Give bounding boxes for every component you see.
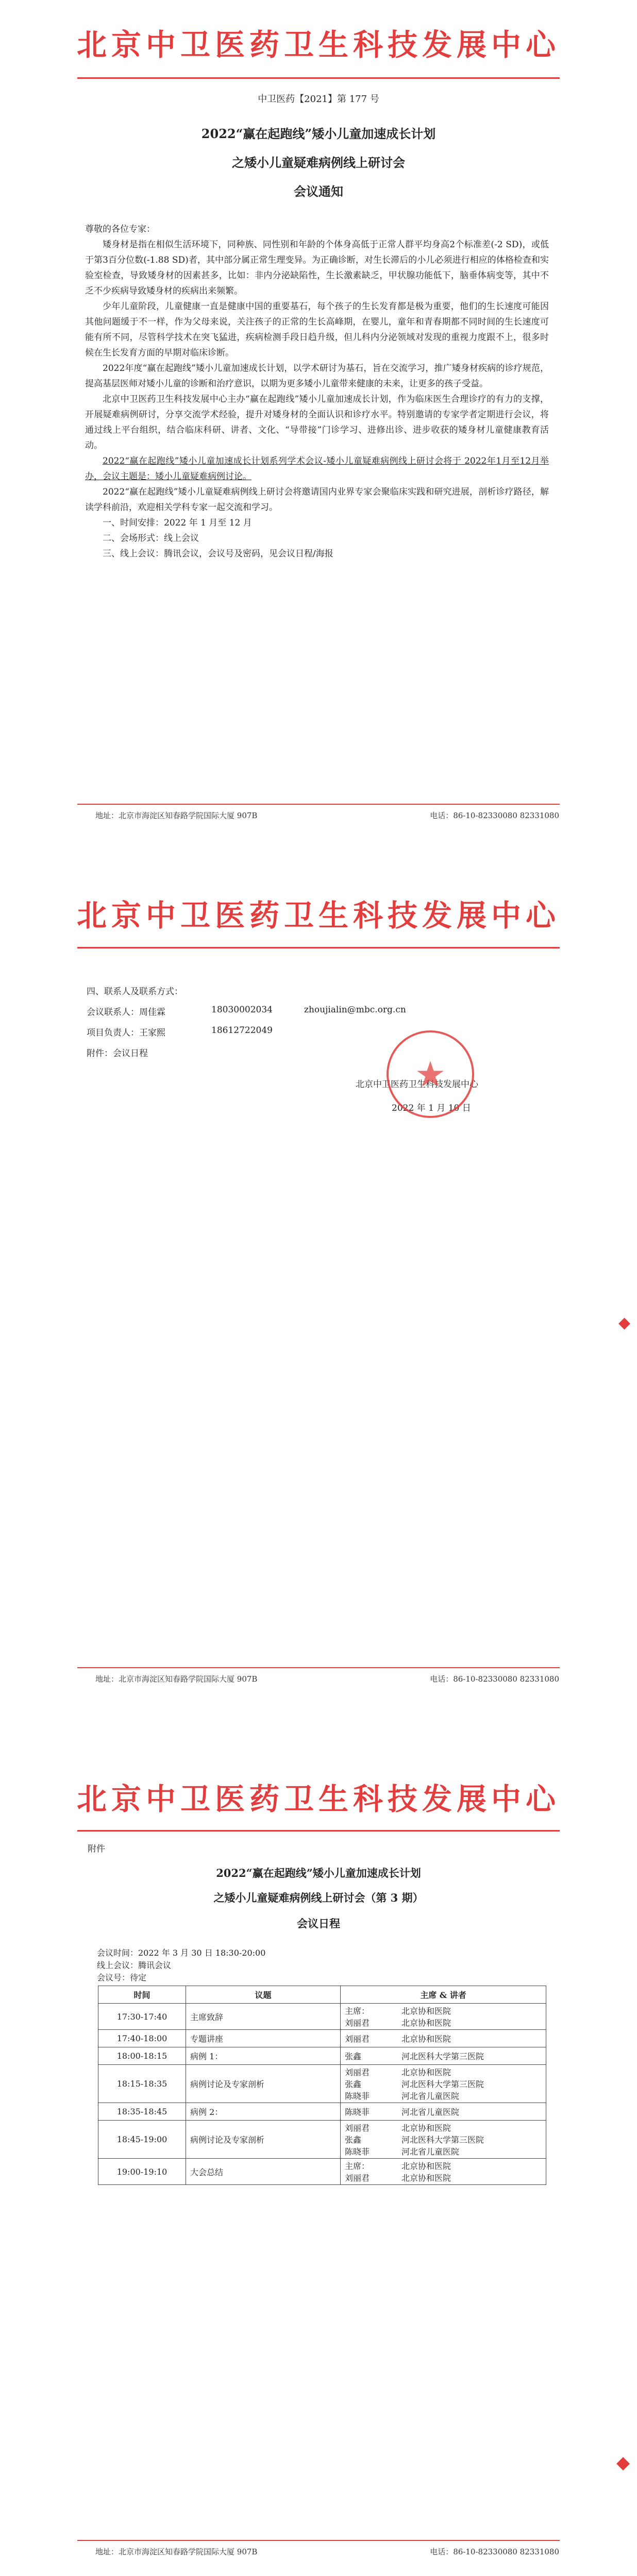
speaker-name: 刘丽君 bbox=[345, 2123, 370, 2133]
speaker-name: 陈晓菲 bbox=[345, 2107, 370, 2117]
seal-edge-mark: ◆ bbox=[618, 1314, 631, 1332]
page-1 bbox=[0, 0, 637, 850]
speaker-line bbox=[345, 2016, 542, 2028]
venue-item: 二、会场形式：线上会议 bbox=[103, 533, 199, 544]
attachment-label: 附件 bbox=[88, 1844, 105, 1854]
attachment-note: 附件：会议日程 bbox=[87, 1048, 148, 1059]
footer-address: 地址：北京市海淀区知春路学院国际大厦 907B bbox=[95, 2547, 258, 2556]
speaker-line bbox=[345, 2145, 542, 2157]
speaker-hospital: 北京协和医院 bbox=[401, 2018, 451, 2028]
speaker-name: 刘丽君 bbox=[345, 2173, 370, 2183]
speaker-hospital: 河北医科大学第三医院 bbox=[401, 2079, 484, 2089]
contact-2-phone: 18612722049 bbox=[211, 1025, 273, 1036]
table-row bbox=[98, 2065, 546, 2103]
speaker-name: 刘丽君 bbox=[345, 2034, 370, 2044]
speaker-name: 张鑫 bbox=[345, 2052, 362, 2061]
footer bbox=[95, 2546, 559, 2557]
row-time: 17:40-18:00 bbox=[98, 2030, 186, 2047]
footer-phone: 电话：86-10-82330080 82331080 bbox=[430, 811, 559, 820]
body-paragraph: 2022年度“赢在起跑线”矮小儿童加速成长计划，以学术研讨为基石，旨在交流学习，推广矮身材疾病的诊疗规范，提高基层医师对矮小儿童的诊断和治疗意识，以期为更多矮小儿童带来健康的未来，让更多的孩子受益。 bbox=[85, 363, 549, 389]
row-time: 18:45-19:00 bbox=[98, 2121, 186, 2159]
row-speakers bbox=[341, 2047, 546, 2065]
table-row bbox=[98, 2030, 546, 2047]
row-time: 17:30-17:40 bbox=[98, 2004, 186, 2030]
footer-address: 地址：北京市海淀区知春路学院国际大厦 907B bbox=[95, 811, 258, 820]
row-topic: 病例 1： bbox=[186, 2047, 341, 2065]
body-paragraph: 矮身材是指在相似生活环境下，同种族、同性别和年龄的个体身高低于正常人群平均身高2个标准差(-2 SD)，或低于第3百分位数(-1.88 SD)者，其中部分属正常生理变异。为正确诊断，对生长滞后的小儿必须进行相应的体格检查和实验室检查，导致矮身材的因素甚多，比如：非内分泌缺陷性，生长激素缺乏，甲状腺功能低下，脑垂体病变等，其中不乏不少疾病导致矮身材的疾病出来频繁。 bbox=[85, 240, 549, 296]
row-topic: 主席致辞 bbox=[186, 2004, 341, 2030]
row-topic: 专题讲座 bbox=[186, 2030, 341, 2047]
body-paragraph: 北京中卫医药卫生科技发展中心主办“赢在起跑线”矮小儿童加速成长计划，作为临床医生合理诊疗的有力的支撑，开展疑难病例研讨，分享交流学术经验，提升对矮身材的全面认识和诊疗水平。特别邀请的专家学者定期进行会议，将通过线上平台组织，结合临床科研、讲者、文化、“导带接”门诊学习、进修出诊、进步收获的矮身材儿童健康教育活动。 bbox=[85, 394, 549, 451]
schedule-item: 一、时间安排：2022 年 1 月至 12 月 bbox=[103, 518, 252, 528]
signer: 北京中卫医药卫生科技发展中心 bbox=[356, 1079, 478, 1090]
speaker-name: 刘丽君 bbox=[345, 2067, 370, 2077]
speaker-line bbox=[345, 2122, 542, 2133]
letterhead-rule bbox=[77, 947, 560, 948]
row-time: 18:15-18:35 bbox=[98, 2065, 186, 2103]
salutation: 尊敬的各位专家： bbox=[85, 224, 155, 234]
seal-edge-mark: ◆ bbox=[616, 2452, 630, 2473]
row-time: 19:00-19:10 bbox=[98, 2159, 186, 2185]
row-topic: 病例讨论及专家剖析 bbox=[186, 2121, 341, 2159]
issue-date: 2022 年 1 月 10 日 bbox=[392, 1103, 471, 1113]
notice-title-line-3: 会议通知 bbox=[294, 184, 343, 199]
speaker-name: 刘丽君 bbox=[345, 2018, 370, 2028]
contact-2-role: 项目负责人：王家熙 bbox=[87, 1028, 165, 1038]
speaker-name: 张鑫 bbox=[345, 2079, 362, 2089]
agenda-table bbox=[98, 1986, 546, 2185]
row-speakers bbox=[341, 2121, 546, 2159]
contact-section-title: 四、联系人及联系方式： bbox=[87, 987, 183, 997]
speaker-hospital: 河北省儿童医院 bbox=[401, 2147, 460, 2157]
letterhead-title: 北京中卫医药卫生科技发展中心 bbox=[76, 898, 560, 933]
row-speakers bbox=[341, 2030, 546, 2047]
notice-title-line-1: 2022“赢在起跑线”矮小儿童加速成长计划 bbox=[201, 126, 436, 141]
speaker-name: 陈晓菲 bbox=[345, 2147, 370, 2157]
footer-rule bbox=[77, 1667, 560, 1668]
table-row bbox=[98, 2047, 546, 2065]
speaker-name: 陈晓菲 bbox=[345, 2091, 370, 2101]
row-speakers bbox=[341, 2103, 546, 2121]
col-header-topic: 议题 bbox=[186, 1986, 341, 2004]
speaker-hospital: 北京协和医院 bbox=[401, 2173, 451, 2183]
speaker-hospital: 北京协和医院 bbox=[401, 2161, 451, 2171]
row-speakers bbox=[341, 2065, 546, 2103]
agenda-title-line-3: 会议日程 bbox=[297, 1917, 340, 1930]
table-row bbox=[98, 2004, 546, 2030]
row-time: 18:35-18:45 bbox=[98, 2103, 186, 2121]
table-row bbox=[98, 2103, 546, 2121]
footer bbox=[95, 1673, 559, 1684]
speaker-hospital: 北京协和医院 bbox=[401, 2067, 451, 2077]
row-speakers bbox=[341, 2159, 546, 2185]
speaker-name: 张鑫 bbox=[345, 2135, 362, 2145]
speaker-line bbox=[345, 2090, 542, 2102]
body-paragraph: 2022“赢在起跑线”矮小儿童疑难病例线上研讨会将邀请国内业界专家会聚临床实践和研究进展，剖析诊疗路径，解读学科前沿，欢迎相关学科专家一起交流和学习。 bbox=[85, 487, 549, 513]
meeting-id: 会议号：待定 bbox=[97, 1973, 147, 1982]
row-topic: 病例 2： bbox=[186, 2103, 341, 2121]
speaker-hospital: 河北省儿童医院 bbox=[401, 2091, 460, 2101]
agenda-title-line-1: 2022“赢在起跑线”矮小儿童加速成长计划 bbox=[216, 1867, 421, 1879]
meeting-platform: 线上会议：腾讯会议 bbox=[97, 1960, 172, 1970]
speaker-hospital: 北京协和医院 bbox=[401, 2034, 451, 2044]
speaker-hospital: 北京协和医院 bbox=[401, 2006, 451, 2016]
highlighted-paragraph: 2022“赢在起跑线”矮小儿童加速成长计划系列学术会议-矮小儿童疑难病例线上研讨会将于 2022年1月至12月举办，会议主题是：矮小儿童疑难病例讨论。 bbox=[85, 456, 549, 482]
table-row bbox=[98, 2121, 546, 2159]
notice-title-line-2: 之矮小儿童疑难病例线上研讨会 bbox=[232, 155, 405, 170]
speaker-line bbox=[345, 2066, 542, 2078]
footer bbox=[95, 810, 559, 821]
document-number: 中卫医药【2021】第 177 号 bbox=[258, 94, 379, 105]
agenda-title-line-2: 之矮小儿童疑难病例线上研讨会（第 3 期） bbox=[213, 1891, 424, 1904]
row-time: 18:00-18:15 bbox=[98, 2047, 186, 2065]
speaker-line bbox=[345, 2050, 542, 2062]
contact-1-phone: 18030002034 bbox=[211, 1005, 273, 1015]
speaker-line bbox=[345, 2032, 542, 2044]
letterhead-title: 北京中卫医药卫生科技发展中心 bbox=[76, 1782, 560, 1817]
official-seal-icon bbox=[387, 1030, 474, 1118]
letterhead-rule bbox=[77, 1830, 560, 1832]
contact-1-role: 会议联系人：周佳霖 bbox=[87, 1007, 165, 1018]
col-header-speakers: 主席 & 讲者 bbox=[341, 1986, 546, 2004]
footer-rule bbox=[77, 804, 560, 805]
speaker-hospital: 河北医科大学第三医院 bbox=[401, 2135, 484, 2145]
letterhead-rule bbox=[77, 77, 560, 79]
row-speakers bbox=[341, 2004, 546, 2030]
footer-phone: 电话：86-10-82330080 82331080 bbox=[430, 1674, 559, 1684]
speaker-line bbox=[345, 2133, 542, 2145]
row-topic: 病例讨论及专家剖析 bbox=[186, 2065, 341, 2103]
contact-1-email: zhoujialin@mbc.org.cn bbox=[304, 1005, 406, 1015]
table-row bbox=[98, 2159, 546, 2185]
online-item: 三、线上会议：腾讯会议，会议号及密码，见会议日程/海报 bbox=[103, 549, 333, 559]
footer-address: 地址：北京市海淀区知春路学院国际大厦 907B bbox=[95, 1674, 258, 1684]
speaker-hospital: 北京协和医院 bbox=[401, 2123, 451, 2133]
speaker-line bbox=[345, 2172, 542, 2183]
meeting-time: 会议时间：2022 年 3 月 30 日 18:30-20:00 bbox=[97, 1948, 266, 1958]
speaker-name: 主席： bbox=[345, 2006, 370, 2016]
page-2 bbox=[0, 850, 637, 1716]
notice-body bbox=[85, 222, 549, 562]
speaker-line bbox=[345, 2160, 542, 2172]
speaker-hospital: 河北医科大学第三医院 bbox=[401, 2052, 484, 2061]
footer-rule bbox=[77, 2540, 560, 2541]
page-3 bbox=[0, 1716, 637, 2576]
speaker-line bbox=[345, 2106, 542, 2117]
footer-phone: 电话：86-10-82330080 82331080 bbox=[430, 2547, 559, 2556]
body-paragraph: 少年儿童阶段，儿童健康一直是健康中国的重要基石，每个孩子的生长发育都是极为重要，他们的生长速度可能因其他问题缓于不一样，作为父母来说，关注孩子的正常的生长高峰期，在婴儿，童年和青春期都不同时间的生长速度可能有所不同，尽管科学技术在突飞猛进，疾病检测手段日趋升级，但儿科内分泌领域对发现的重视力度跟不上，很多时候在生长发育方面的早期对临床诊断。 bbox=[85, 301, 549, 358]
speaker-name: 主席： bbox=[345, 2161, 370, 2171]
row-topic: 大会总结 bbox=[186, 2159, 341, 2185]
speaker-line bbox=[345, 2005, 542, 2016]
speaker-hospital: 河北省儿童医院 bbox=[401, 2107, 460, 2117]
letterhead-title: 北京中卫医药卫生科技发展中心 bbox=[76, 27, 560, 62]
speaker-line bbox=[345, 2078, 542, 2090]
col-header-time: 时间 bbox=[98, 1986, 186, 2004]
